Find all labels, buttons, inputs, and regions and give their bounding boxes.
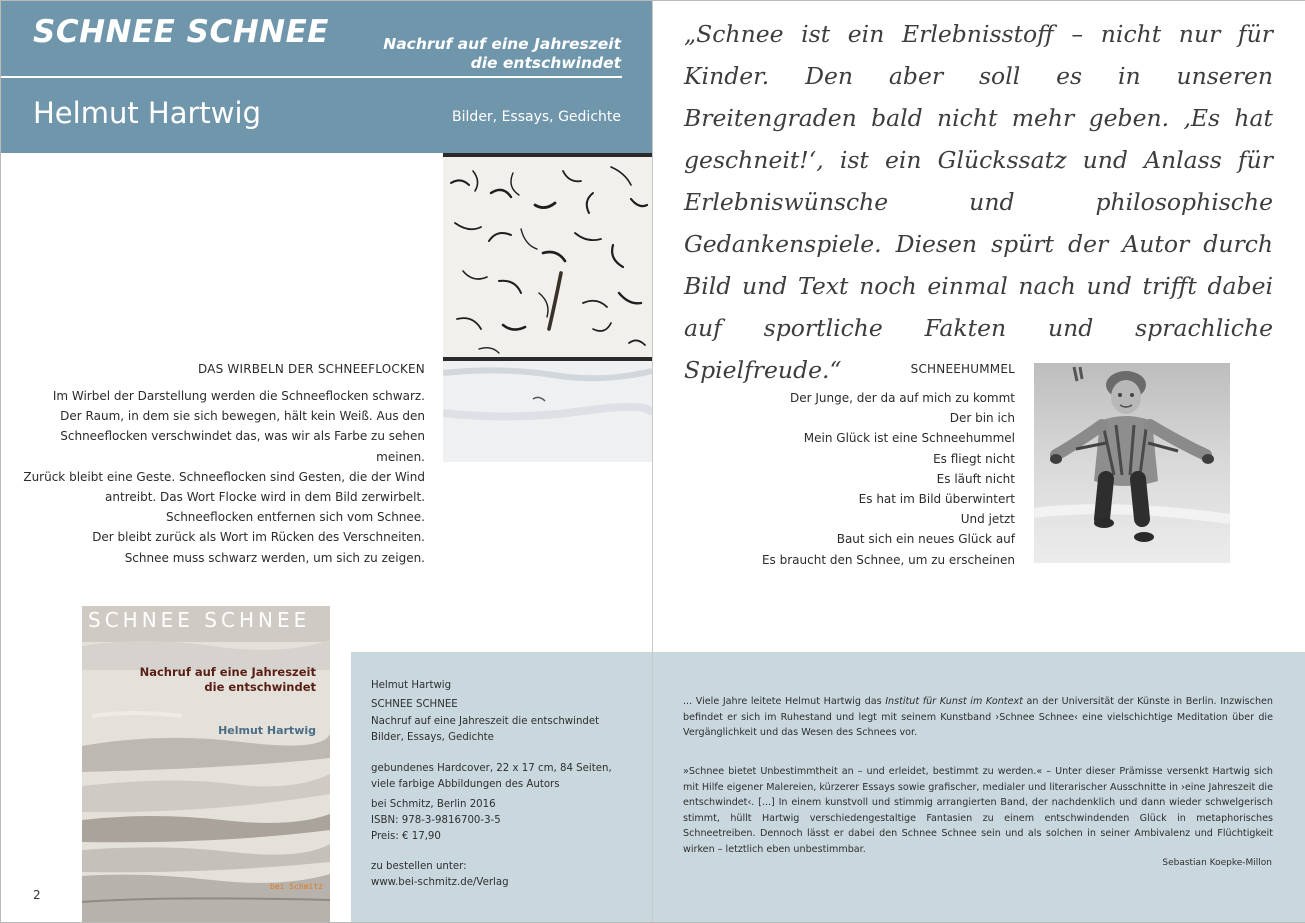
poem-line: Es hat im Bild überwintert: [858, 492, 1015, 507]
cover-title: SCHNEE SCHNEE: [88, 608, 311, 632]
review-paragraph-1: [683, 694, 1273, 741]
text-line: Zurück bleibt eine Geste. Schneeflocken sind Gesten, die der Wind: [23, 469, 425, 484]
institute-name: Institut für Kunst im Kontext: [885, 696, 1023, 707]
cover-subtitle-line-2: die entschwindet: [204, 680, 316, 694]
poem-line: Baut sich ein neues Glück auf: [836, 532, 1015, 547]
text-line: Im Wirbel der Darstellung werden die Schneeflocken schwarz.: [52, 389, 425, 403]
child-photo: [1034, 363, 1230, 563]
order-link[interactable]: www.bei-schmitz.de/Verlag: [371, 876, 509, 888]
poem-line: Der bin ich: [949, 411, 1015, 426]
info-publisher: bei Schmitz, Berlin 2016: [371, 798, 496, 810]
book-subtitle: [321, 35, 621, 73]
info-price: Preis: € 17,90: [371, 831, 441, 843]
order-label: zu bestellen unter:: [371, 860, 467, 872]
cover-subtitle-line-1: Nachruf auf eine Jahreszeit: [139, 665, 316, 679]
poem-line: Es braucht den Schnee, um zu erscheinen: [761, 552, 1015, 567]
poem-line: Der Junge, der da auf mich zu kommt: [790, 391, 1015, 405]
schneehummel-poem: [715, 388, 1015, 570]
info-isbn: ISBN: 978-3-9816700-3-5: [371, 815, 501, 827]
info-genre: Bilder, Essays, Gedichte: [371, 731, 494, 743]
cover-author: Helmut Hartwig: [218, 724, 316, 737]
info-format-1: gebundenes Hardcover, 22 x 17 cm, 84 Seiten,: [371, 763, 612, 775]
header-divider: [0, 76, 622, 78]
genre-label: Bilder, Essays, Gedichte: [452, 109, 621, 125]
cover-publisher: bei Schmitz: [270, 882, 323, 891]
book-info-panel: [351, 652, 652, 922]
book-title: SCHNEE SCHNEE: [33, 14, 329, 50]
blurb-quote: „Schnee ist ein Erlebnisstoff – nicht nur für Kinder. Den aber soll es in unseren Breitengraden bald nicht mehr geben. ‚Es hat geschneit!‘, ist ein Glückssatz und Anlass für Erlebniswünsche und philosophische Gedankenspiele. Diesen spürt der Autor durch Bild und Text noch einmal nach und trifft dabei auf sportliche Fakten und sprachliche Spielfreude.“: [684, 20, 1273, 384]
info-author: Helmut Hartwig: [371, 680, 452, 691]
cover-subtitle: [82, 665, 316, 695]
poem-line: Es läuft nicht: [936, 471, 1015, 486]
subtitle-line-2: die entschwindet: [470, 54, 621, 72]
text-line: Schneeflocken verschwindet das, was wir als Farbe zu sehen meinen.: [60, 429, 425, 464]
review-signature: Sebastian Koepke-Millon: [1162, 858, 1272, 868]
snowflake-painting: [443, 153, 652, 462]
poem-line: Es fliegt nicht: [933, 451, 1015, 466]
poem-line: Mein Glück ist eine Schneehummel: [803, 431, 1015, 446]
author-name: Helmut Hartwig: [33, 96, 261, 130]
poem-line: Und jetzt: [960, 512, 1015, 527]
review-p1-start: ... Viele Jahre leitete Helmut Hartwig das: [683, 696, 886, 707]
text-line: Schnee muss schwarz werden, um sich zu zeigen.: [124, 550, 425, 565]
wirbeln-text: [20, 386, 425, 568]
book-cover: [82, 606, 330, 922]
review-p1-end: an der Universität der Künste in Berlin. Inzwischen befindet er sich im Ruhestand und legt mit seinem Kunstband ›Schnee Schnee‹ eine vielschichtige Meditation über die Vergänglichkeit und das Wesen des Schnees vor.: [683, 696, 1274, 739]
review-paragraph-2: »Schnee bietet Unbestimmtheit an – und erleidet, bestimmt zu werden.« – Unter dieser Prämisse versenkt Hartwig sich mit Hilfe eigener Malereien, kürzerer Essays sowie grafischer, medialer und literarischer Ausschnitte in ›eine Jahreszeit die entschwindet‹. [...] In einem kunstvoll und stimmig arrangierten Band, der nachdenklich und dann wieder schwelgerisch stimmt, hüllt Hartwig verschiedengestaltige Fantasien zu einem entschwindenden Glück in metaphorisches Schneetreiben. Dennoch lässt er dabei den Schnee Schnee sein und als solchen in seiner Ambivalenz und Flüchtigkeit wirken – letztlich eben unbestimmbar.: [683, 766, 1273, 855]
text-line: antreibt. Das Wort Flocke wird in dem Bild zerwirbelt.: [105, 490, 425, 505]
section-heading-wirbeln: DAS WIRBELN DER SCHNEEFLOCKEN: [197, 362, 425, 376]
info-format-2: viele farbige Abbildungen des Autors: [371, 779, 560, 791]
page-number: 2: [33, 888, 41, 902]
text-line: Der Raum, in dem sie sich bewegen, hält kein Weiß. Aus den: [60, 409, 425, 424]
info-subtitle: Nachruf auf eine Jahreszeit die entschwindet: [371, 715, 600, 727]
review-panel: [653, 652, 1305, 922]
header-band: [0, 0, 652, 153]
subtitle-line-1: Nachruf auf eine Jahreszeit: [383, 35, 621, 53]
text-line: Der bleibt zurück als Wort im Rücken des Verschneiten.: [92, 530, 425, 545]
text-line: Schneeflocken entfernen sich vom Schnee.: [165, 510, 425, 525]
book-info: [371, 678, 641, 891]
section-heading-schneehummel: SCHNEEHUMMEL: [910, 362, 1015, 376]
info-title: SCHNEE SCHNEE: [371, 699, 458, 711]
